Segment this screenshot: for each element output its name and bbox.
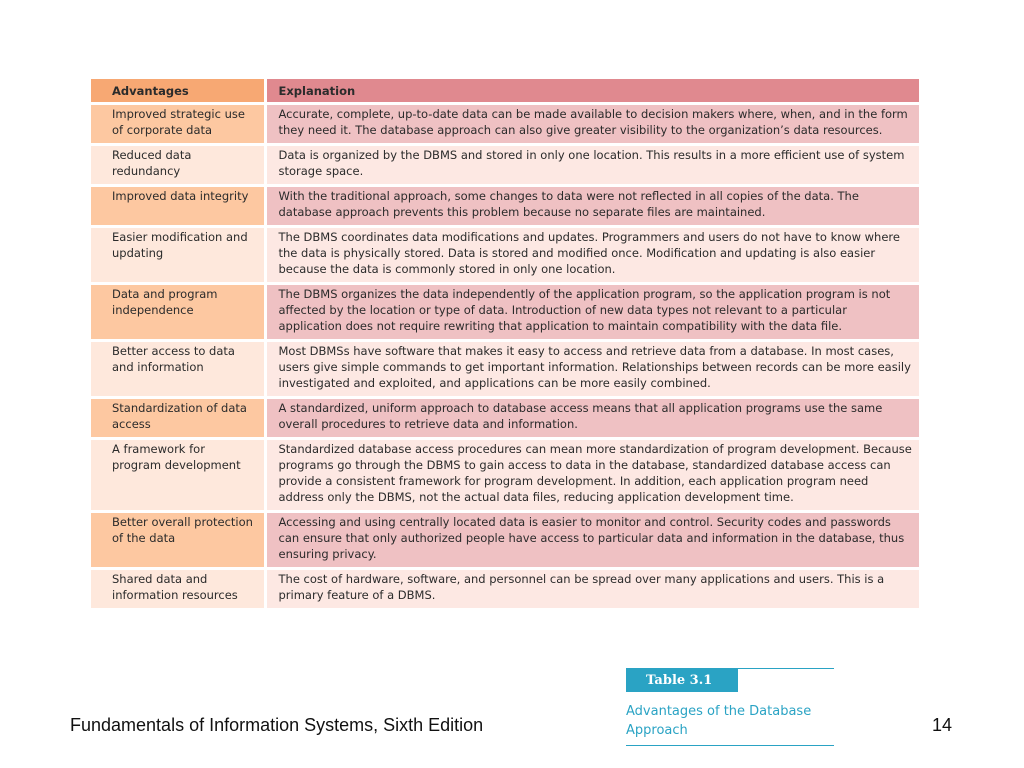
table-row [91, 284, 919, 341]
table-header-row [91, 79, 919, 104]
explanation-cell: The cost of hardware, software, and personnel can be spread over many applications and users. This is a primary feature of a DBMS. [265, 569, 919, 609]
explanation-cell: The DBMS organizes the data independently of the application program, so the application program is not affected by the location or type of data. Introduction of new data types not relevant to a particular application does not require rewriting that application to maintain compatibility with the data file. [265, 284, 919, 341]
header-advantages: Advantages [91, 79, 265, 104]
explanation-cell: Accessing and using centrally located data is easier to monitor and control. Security codes and passwords can ensure that only authorized people have access to particular data and information in the database, thus ensuring privacy. [265, 512, 919, 569]
table-row [91, 512, 919, 569]
header-explanation: Explanation [265, 79, 919, 104]
table-row [91, 104, 919, 145]
explanation-cell: A standardized, uniform approach to database access means that all application programs use the same overall procedures to retrieve data and information. [265, 398, 919, 439]
explanation-cell: Standardized database access procedures can mean more standardization of program development. Because programs go through the DBMS to gain access to data in the database, standardized database access can provide a consistent framework for program development. In addition, each application program need address only the DBMS, not the actual data files, reducing application development time. [265, 439, 919, 512]
table-row [91, 186, 919, 227]
footer-page-number: 14 [932, 715, 953, 735]
advantage-cell: Data and program independence [91, 284, 265, 341]
advantages-table [91, 79, 919, 608]
explanation-cell: Most DBMSs have software that makes it easy to access and retrieve data from a database. In most cases, users give simple commands to get important information. Relationships between records can be more easily investigated and exploited, and applications can be more easily combined. [265, 341, 919, 398]
advantage-cell: Easier modification and updating [91, 227, 265, 284]
advantage-cell: Better access to data and information [91, 341, 265, 398]
explanation-cell: Data is organized by the DBMS and stored in only one location. This results in a more efficient use of system storage space. [265, 145, 919, 186]
footer-book-title: Fundamentals of Information Systems, Sixth Edition [70, 715, 484, 735]
table-caption [626, 668, 834, 746]
caption-label: Table 3.1 [626, 669, 738, 692]
advantage-cell: Improved data integrity [91, 186, 265, 227]
table-row [91, 145, 919, 186]
advantage-cell: Improved strategic use of corporate data [91, 104, 265, 145]
table-row [91, 227, 919, 284]
table-row [91, 569, 919, 609]
explanation-cell: With the traditional approach, some changes to data were not reflected in all copies of the data. The database approach prevents this problem because no separate files are maintained. [265, 186, 919, 227]
explanation-cell: Accurate, complete, up-to-date data can be made available to decision makers where, when, and in the form they need it. The database approach can also give greater visibility to the organization’s data resources. [265, 104, 919, 145]
advantage-cell: A framework for program development [91, 439, 265, 512]
table-row [91, 439, 919, 512]
advantages-table-grid [91, 79, 919, 608]
advantage-cell: Reduced data redundancy [91, 145, 265, 186]
advantage-cell: Better overall protection of the data [91, 512, 265, 569]
advantage-cell: Shared data and information resources [91, 569, 265, 609]
explanation-cell: The DBMS coordinates data modifications and updates. Programmers and users do not have to know where the data is physically stored. Data is stored and modified once. Modification and updating is also easier because the data is commonly stored in only one location. [265, 227, 919, 284]
table-row [91, 341, 919, 398]
table-row [91, 398, 919, 439]
advantage-cell: Standardization of data access [91, 398, 265, 439]
caption-text: Advantages of the Database Approach [626, 704, 812, 738]
